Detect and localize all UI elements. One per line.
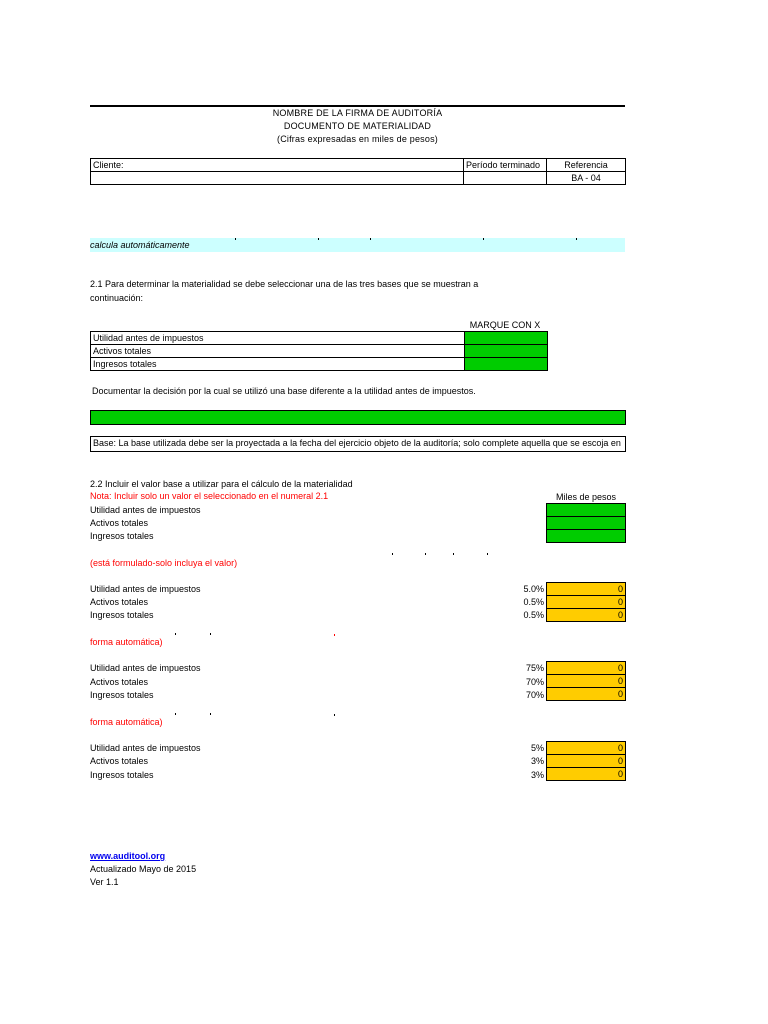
- block2-heading: forma automática): [90, 637, 163, 647]
- period-value-cell[interactable]: [464, 172, 547, 185]
- block1-value: 0: [547, 609, 626, 622]
- section-2-1-text-cont: continuación:: [90, 293, 144, 303]
- value-row-label: Ingresos totales: [90, 531, 154, 541]
- document-title: DOCUMENTO DE MATERIALIDAD: [283, 121, 432, 131]
- block2-pct: 70%: [525, 690, 544, 700]
- block2-value: 0: [547, 675, 626, 688]
- period-label: Período terminado: [464, 159, 547, 172]
- block1-value: 0: [547, 583, 626, 596]
- document-subtitle: (Cifras expresadas en miles de pesos): [277, 134, 438, 144]
- client-label: Cliente:: [91, 159, 464, 172]
- miles-header: Miles de pesos: [555, 492, 617, 502]
- base-mark-cell[interactable]: [464, 332, 547, 345]
- block1-pct: 5.0%: [523, 584, 544, 594]
- base-row-label: Ingresos totales: [91, 358, 465, 371]
- base-value-input[interactable]: [547, 517, 626, 530]
- block3-value: 0: [547, 768, 626, 781]
- block3-row-label: Activos totales: [90, 756, 149, 766]
- firm-name: NOMBRE DE LA FIRMA DE AUDITORÍA: [272, 108, 443, 118]
- client-info-table: [90, 158, 626, 185]
- base-value-input[interactable]: [547, 530, 626, 543]
- header-rule: [90, 105, 625, 107]
- base-value-input[interactable]: [547, 504, 626, 517]
- base-value-table: [546, 503, 626, 543]
- block1-pct: 0.5%: [523, 597, 544, 607]
- section-2-1-text: 2.1 Para determinar la materialidad se debe seleccionar una de las tres bases que se muestran a: [90, 279, 479, 289]
- value-row-label: Utilidad antes de impuestos: [90, 505, 201, 515]
- base-selection-table: [90, 331, 548, 371]
- block2-value-table: [546, 661, 626, 701]
- base-row-label: Utilidad antes de impuestos: [91, 332, 465, 345]
- mark-with-x-header: MARQUE CON X: [469, 320, 541, 330]
- block2-value: 0: [547, 662, 626, 675]
- block2-row-label: Ingresos totales: [90, 690, 154, 700]
- block1-value: 0: [547, 596, 626, 609]
- base-note-box: [90, 436, 626, 452]
- block2-value: 0: [547, 688, 626, 701]
- block2-pct: 70%: [525, 677, 544, 687]
- updated-text: Actualizado Mayo de 2015: [90, 864, 197, 874]
- base-row-label: Activos totales: [91, 345, 465, 358]
- block3-value: 0: [547, 755, 626, 768]
- block3-heading: forma automática): [90, 717, 163, 727]
- base-note-text: Base: La base utilizada debe ser la proyectada a la fecha del ejercicio objeto de la auditoría; solo complete aquella que se escoja en: [93, 438, 621, 448]
- reference-value: BA - 04: [547, 172, 626, 185]
- section-2-2-title: 2.2 Incluir el valor base a utilizar para el cálculo de la materialidad: [90, 479, 353, 489]
- version-text: Ver 1.1: [90, 877, 119, 887]
- block1-row-label: Activos totales: [90, 597, 149, 607]
- block1-row-label: Ingresos totales: [90, 610, 154, 620]
- client-value-cell[interactable]: [91, 172, 464, 185]
- block3-value-table: [546, 741, 626, 781]
- block1-heading: (está formulado-solo incluya el valor): [90, 558, 238, 568]
- block3-row-label: Ingresos totales: [90, 770, 154, 780]
- block3-pct: 5%: [530, 743, 544, 753]
- reference-label: Referencia: [547, 159, 626, 172]
- documentation-input-field[interactable]: [90, 410, 626, 425]
- block2-row-label: Utilidad antes de impuestos: [90, 663, 201, 673]
- documentation-instruction: Documentar la decisión por la cual se utilizó una base diferente a la utilidad antes de impuestos.: [92, 386, 476, 396]
- base-mark-cell[interactable]: [464, 358, 547, 371]
- block1-value-table: [546, 582, 626, 622]
- block3-pct: 3%: [530, 770, 544, 780]
- auditool-link[interactable]: www.auditool.org: [90, 851, 166, 861]
- block3-value: 0: [547, 742, 626, 755]
- block1-pct: 0.5%: [523, 610, 544, 620]
- block2-row-label: Activos totales: [90, 677, 149, 687]
- block1-row-label: Utilidad antes de impuestos: [90, 584, 201, 594]
- block3-pct: 3%: [530, 756, 544, 766]
- section-2-2-note: Nota: Incluir solo un valor el seleccionado en el numeral 2.1: [90, 491, 329, 501]
- auto-calc-text: calcula automáticamente: [90, 240, 190, 250]
- block3-row-label: Utilidad antes de impuestos: [90, 743, 201, 753]
- value-row-label: Activos totales: [90, 518, 149, 528]
- base-mark-cell[interactable]: [464, 345, 547, 358]
- block2-pct: 75%: [525, 663, 544, 673]
